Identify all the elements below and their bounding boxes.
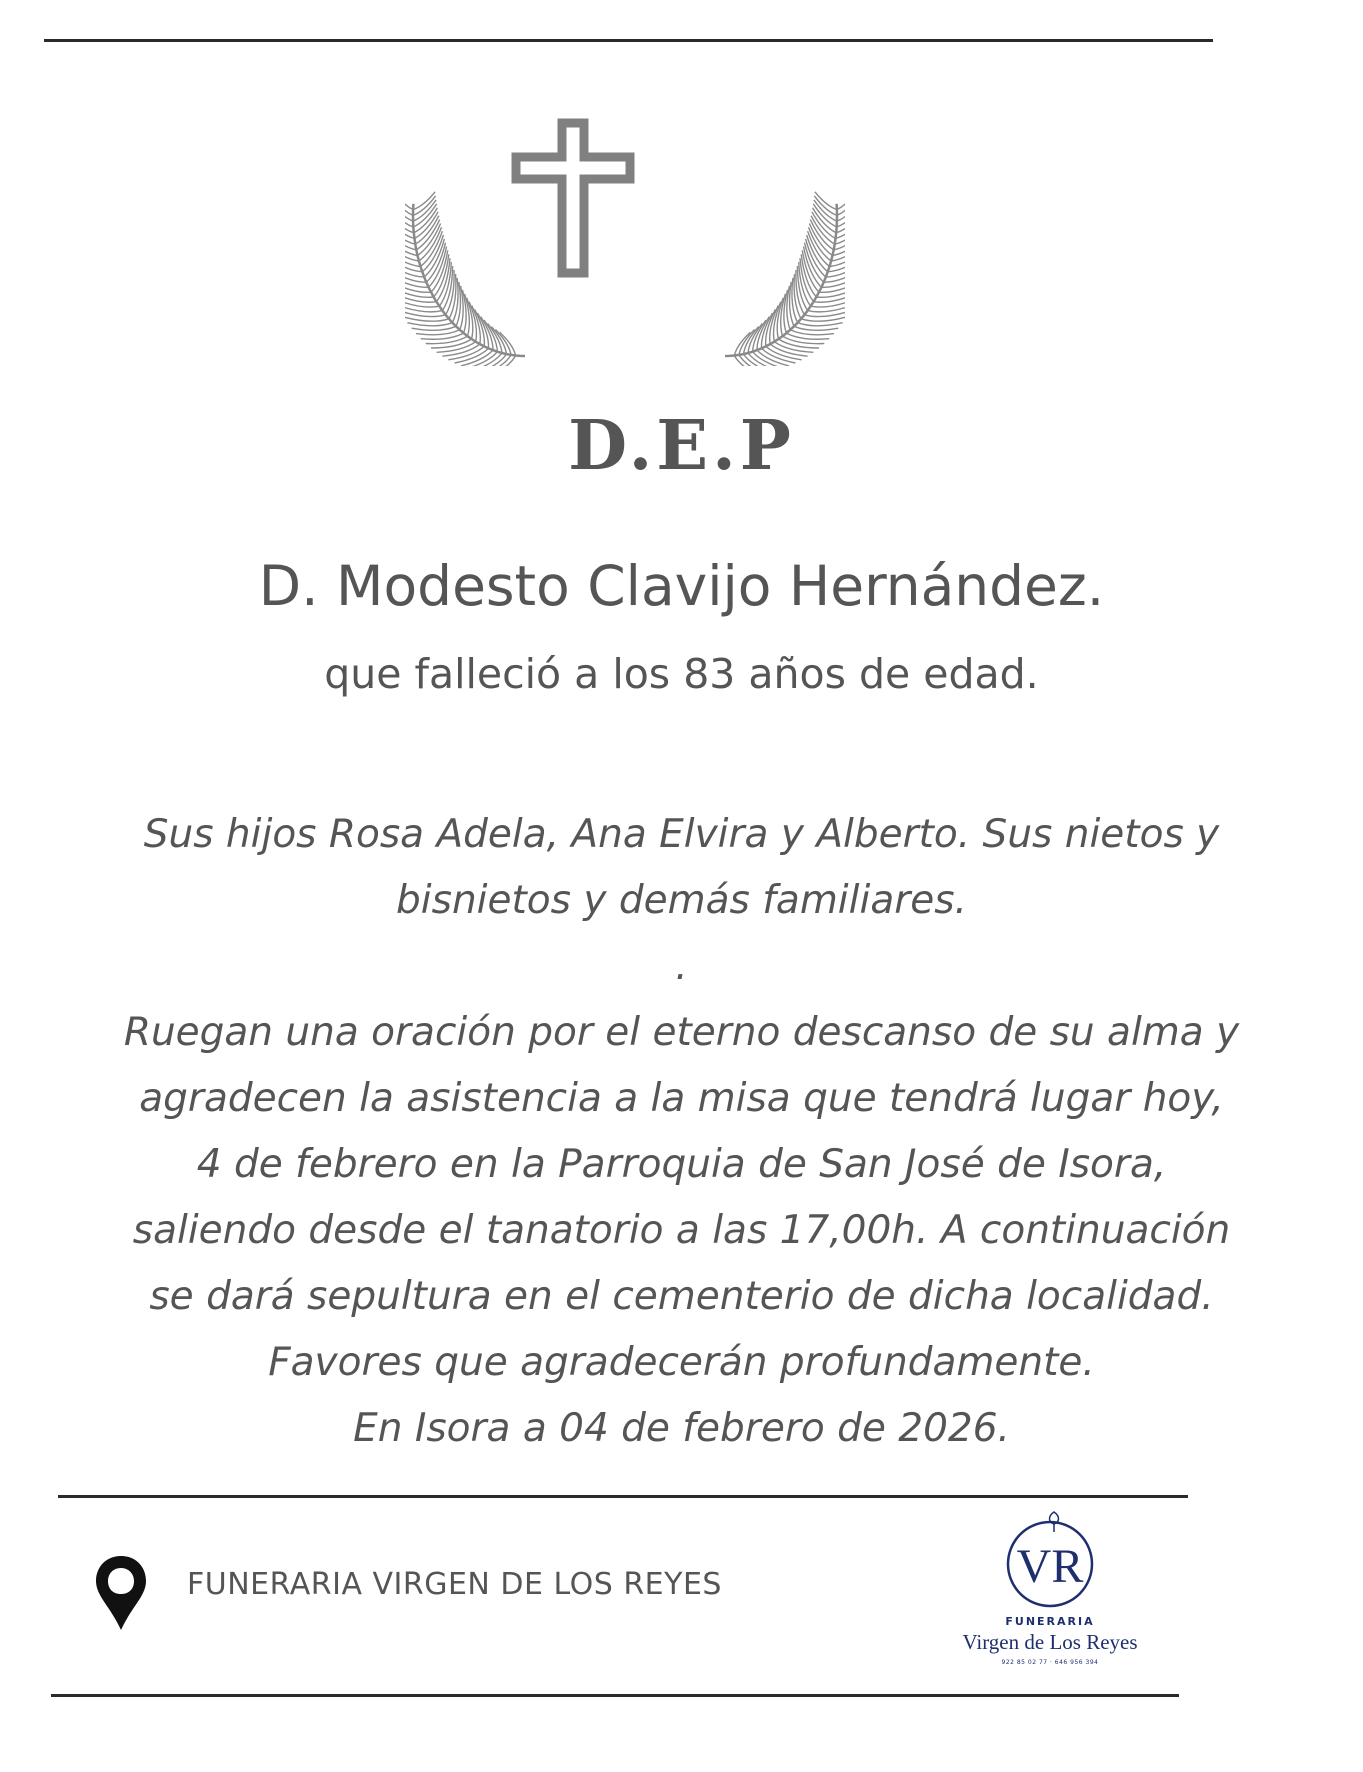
- funeral-home-name: FUNERARIA VIRGEN DE LOS REYES: [187, 1567, 722, 1602]
- announcement-body: [60, 802, 1303, 1462]
- body-line: Sus hijos Rosa Adela, Ana Elvira y Alberto. Sus nietos y: [143, 812, 1220, 857]
- logo-label-name: Virgen de Los Reyes: [962, 1630, 1138, 1654]
- body-line: .: [675, 944, 688, 989]
- body-line: 4 de febrero en la Parroquia de San José de Isora,: [196, 1142, 1167, 1187]
- body-line: En Isora a 04 de febrero de 2026.: [353, 1406, 1010, 1451]
- body-line: saliendo desde el tanatorio a las 17,00h. A continuación: [132, 1208, 1231, 1253]
- page-title: D.E.P: [568, 406, 795, 486]
- body-line: Ruegan una oración por el eterno descanso de su alma y: [123, 1010, 1240, 1055]
- age-line: que falleció a los 83 años de edad.: [324, 650, 1039, 698]
- cross-with-palm-leaves-icon: [405, 66, 845, 366]
- svg-text:VR: VR: [1016, 1540, 1084, 1593]
- body-line: agradecen la asistencia a la misa que tendrá lugar hoy,: [139, 1076, 1224, 1121]
- map-pin-icon: [92, 1552, 150, 1634]
- vr-monogram-logo: [990, 1508, 1110, 1608]
- deceased-name: D. Modesto Clavijo Hernández.: [258, 554, 1105, 618]
- body-line: Favores que agradecerán profundamente.: [268, 1340, 1095, 1385]
- funeral-home-logo: [940, 1508, 1160, 1678]
- body-line: bisnietos y demás familiares.: [396, 878, 967, 923]
- footer-divider: [58, 1495, 1188, 1498]
- top-divider: [44, 39, 1213, 42]
- body-line: se dará sepultura en el cementerio de dicha localidad.: [149, 1274, 1214, 1319]
- bottom-divider: [51, 1694, 1179, 1697]
- logo-label-top: FUNERARIA: [1005, 1615, 1095, 1628]
- logo-phones: 922 85 02 77 · 646 956 394: [1001, 1659, 1099, 1666]
